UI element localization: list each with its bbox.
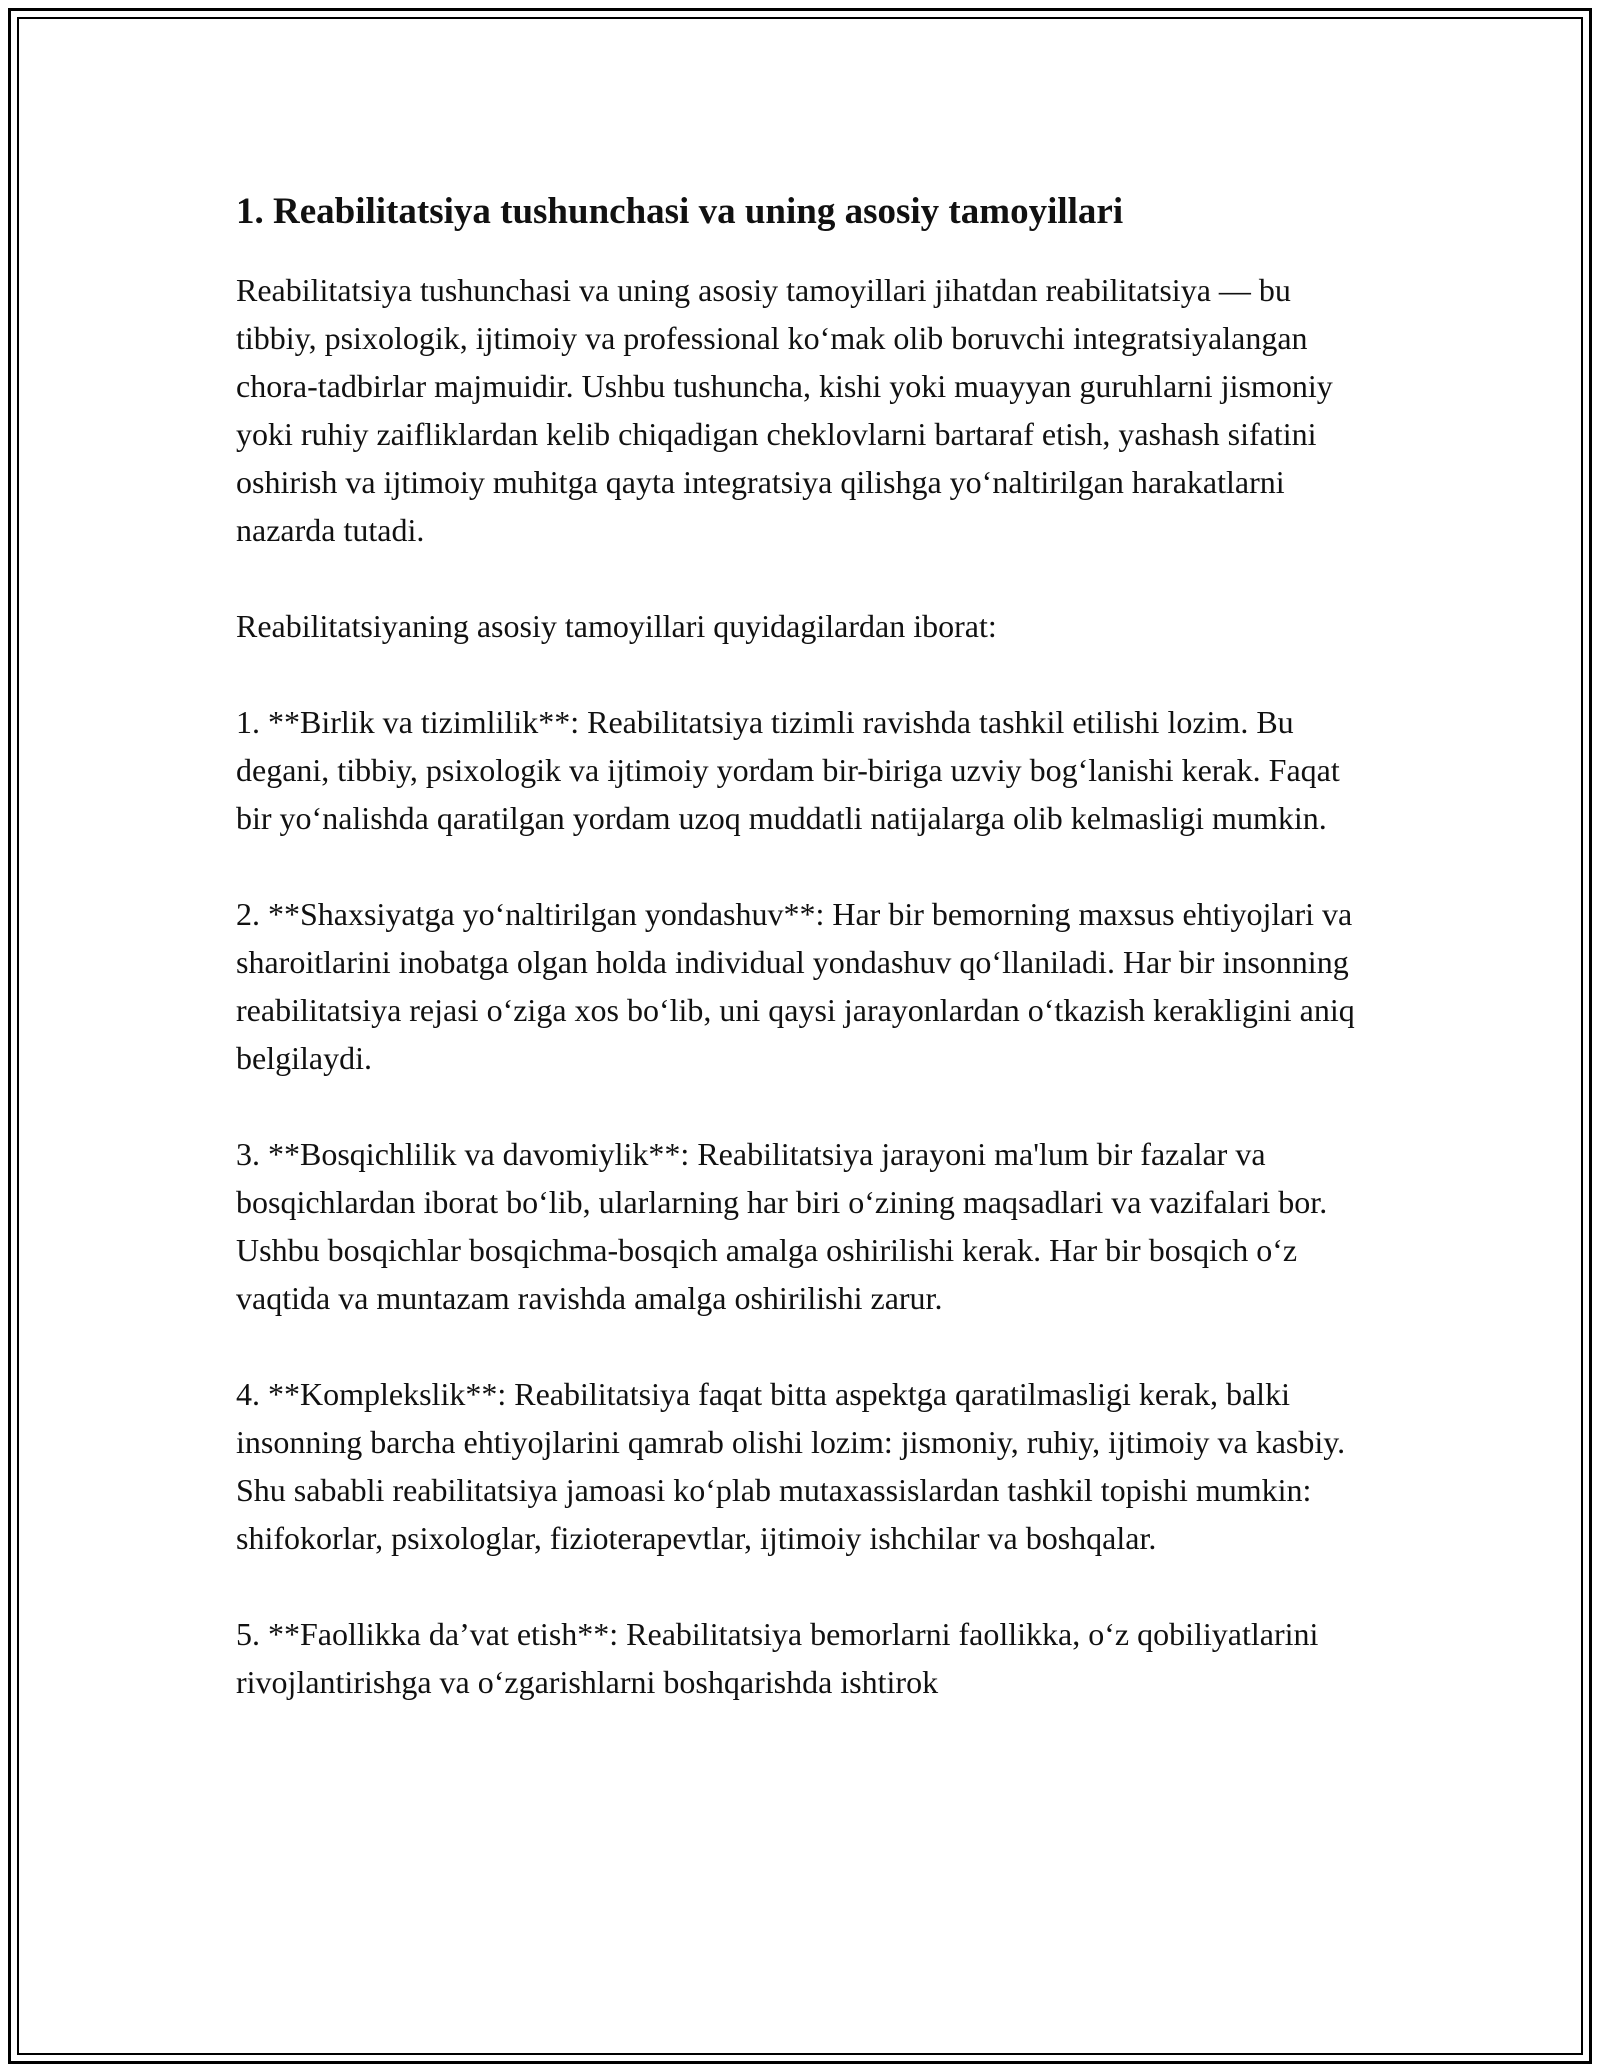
principles-intro-paragraph: Reabilitatsiyaning asosiy tamoyillari quyidagilardan iborat: <box>236 608 997 644</box>
principle-1-paragraph: 1. **Birlik va tizimlilik**: Reabilitatsiya tizimli ravishda tashkil etilishi lozim. Bu degani, tibbiy, psixologik va ijtimoiy yordam bir-biriga uzviy bog‘lanishi kerak. Faqat bir yo‘nalishda qaratilgan yordam uzoq muddatli natijalarga olib kelmasligi mumkin. <box>236 704 1340 836</box>
principle-3-paragraph: 3. **Bosqichlilik va davomiylik**: Reabilitatsiya jarayoni ma'lum bir fazalar va bosqichlardan iborat bo‘lib, ularlarning har biri o‘zining maqsadlari va vazifalari bor. Ushbu bosqichlar bosqichma-bosqich amalga oshirilishi kerak. Har bir bosqich o‘z vaqtida va muntazam ravishda amalga oshirilishi zarur. <box>236 1136 1328 1316</box>
principle-5-paragraph: 5. **Faollikka da’vat etish**: Reabilitatsiya bemorlarni faollikka, o‘z qobiliyatlarini rivojlantirishga va o‘zgarishlarni boshqarishda ishtirok <box>236 1616 1319 1700</box>
section-heading: 1. Reabilitatsiya tushunchasi va uning asosiy tamoyillari <box>236 191 1124 232</box>
document-body <box>236 188 1366 1754</box>
principle-2-paragraph: 2. **Shaxsiyatga yo‘naltirilgan yondashuv**: Har bir bemorning maxsus ehtiyojlari va sharoitlarini inobatga olgan holda individual yondashuv qo‘llaniladi. Har bir insonning reabilitatsiya rejasi o‘ziga xos bo‘lib, uni qaysi jarayonlardan o‘tkazish kerakligini aniq belgilaydi. <box>236 896 1355 1076</box>
principle-4-paragraph: 4. **Komplekslik**: Reabilitatsiya faqat bitta aspektga qaratilmasligi kerak, balki insonning barcha ehtiyojlarini qamrab olishi lozim: jismoniy, ruhiy, ijtimoiy va kasbiy. Shu sababli reabilitatsiya jamoasi ko‘plab mutaxassislardan tashkil topishi mumkin: shifokorlar, psixologlar, fizioterapevtlar, ijtimoiy ishchilar va boshqalar. <box>236 1376 1346 1556</box>
intro-paragraph: Reabilitatsiya tushunchasi va uning asosiy tamoyillari jihatdan reabilitatsiya — bu tibbiy, psixologik, ijtimoiy va professional ko‘mak olib boruvchi integratsiyalangan chora-tadbirlar majmuidir. Ushbu tushuncha, kishi yoki muayyan guruhlarni jismoniy yoki ruhiy zaifliklardan kelib chiqadigan cheklovlarni bartaraf etish, yashash sifatini oshirish va ijtimoiy muhitga qayta integratsiya qilishga yo‘naltirilgan harakatlarni nazarda tutadi. <box>236 272 1333 548</box>
